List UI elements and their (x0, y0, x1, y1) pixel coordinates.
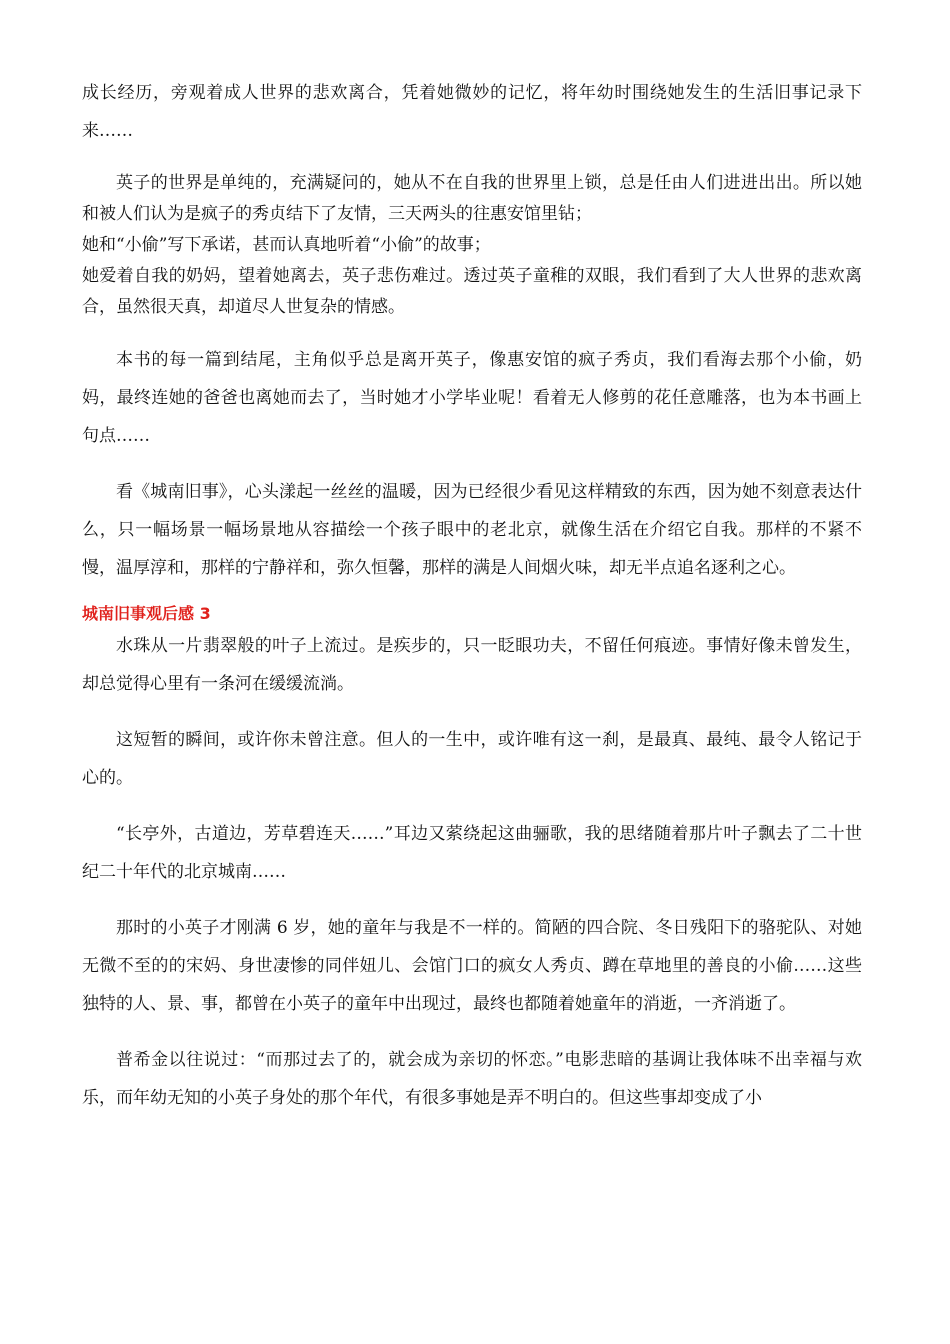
paragraph-3: 她和“小偷”写下承诺，甚而认真地听着“小偷”的故事； (82, 235, 491, 255)
paragraph-9: “长亭外，古道边，芳草碧连天……”耳边又萦绕起这曲骊歌，我的思绪随着那片叶子飘去了二十世纪二十年代的北京城南…… (82, 824, 862, 882)
paragraph-1: 成长经历，旁观着成人世界的悲欢离合，凭着她微妙的记忆，将年幼时围绕她发生的生活旧事记录下来…… (82, 83, 862, 141)
paragraph-4: 她爱着自我的奶妈，望着她离去，英子悲伤难过。透过英子童稚的双眼，我们看到了大人世界的悲欢离合，虽然很天真，却道尽人世复杂的情感。 (82, 266, 862, 317)
paragraph-7: 水珠从一片翡翠般的叶子上流过。是疾步的，只一眨眼功夫，不留任何痕迹。事情好像未曾发生，却总觉得心里有一条河在缓缓流淌。 (82, 636, 862, 694)
paragraph-2: 英子的世界是单纯的，充满疑问的，她从不在自我的世界里上锁，总是任由人们进进出出。所以她和被人们认为是疯子的秀贞结下了友情，三天两头的往惠安馆里钻； (82, 173, 862, 224)
paragraph-11: 普希金以往说过：“而那过去了的，就会成为亲切的怀恋。”电影悲暗的基调让我体味不出幸福与欢乐，而年幼无知的小英子身处的那个年代，有很多事她是弄不明白的。但这些事却变成了小 (82, 1050, 862, 1108)
paragraph-5: 本书的每一篇到结尾，主角似乎总是离开英子，像惠安馆的疯子秀贞，我们看海去那个小偷，奶妈，最终连她的爸爸也离她而去了，当时她才小学毕业呢！看着无人修剪的花任意雕落，也为本书画上句点…… (82, 350, 862, 446)
paragraph-10: 那时的小英子才刚满 6 岁，她的童年与我是不一样的。简陋的四合院、冬日残阳下的骆驼队、对她无微不至的的宋妈、身世凄惨的同伴妞儿、会馆门口的疯女人秀贞、蹲在草地里的善良的小偷……这些独特的人、景、事，都曾在小英子的童年中出现过，最终也都随着她童年的消逝，一齐消逝了。 (82, 918, 862, 1014)
section-heading: 城南旧事观后感 3 (82, 604, 211, 623)
paragraph-8: 这短暂的瞬间，或许你未曾注意。但人的一生中，或许唯有这一刹，是最真、最纯、最令人铭记于心的。 (82, 730, 862, 788)
paragraph-6: 看《城南旧事》，心头漾起一丝丝的温暖，因为已经很少看见这样精致的东西，因为她不刻意表达什么，只一幅场景一幅场景地从容描绘一个孩子眼中的老北京，就像生活在介绍它自我。那样的不紧不慢，温厚淳和，那样的宁静祥和，弥久恒馨，那样的满是人间烟火味，却无半点追名逐利之心。 (82, 482, 862, 578)
document-body (82, 74, 862, 1135)
